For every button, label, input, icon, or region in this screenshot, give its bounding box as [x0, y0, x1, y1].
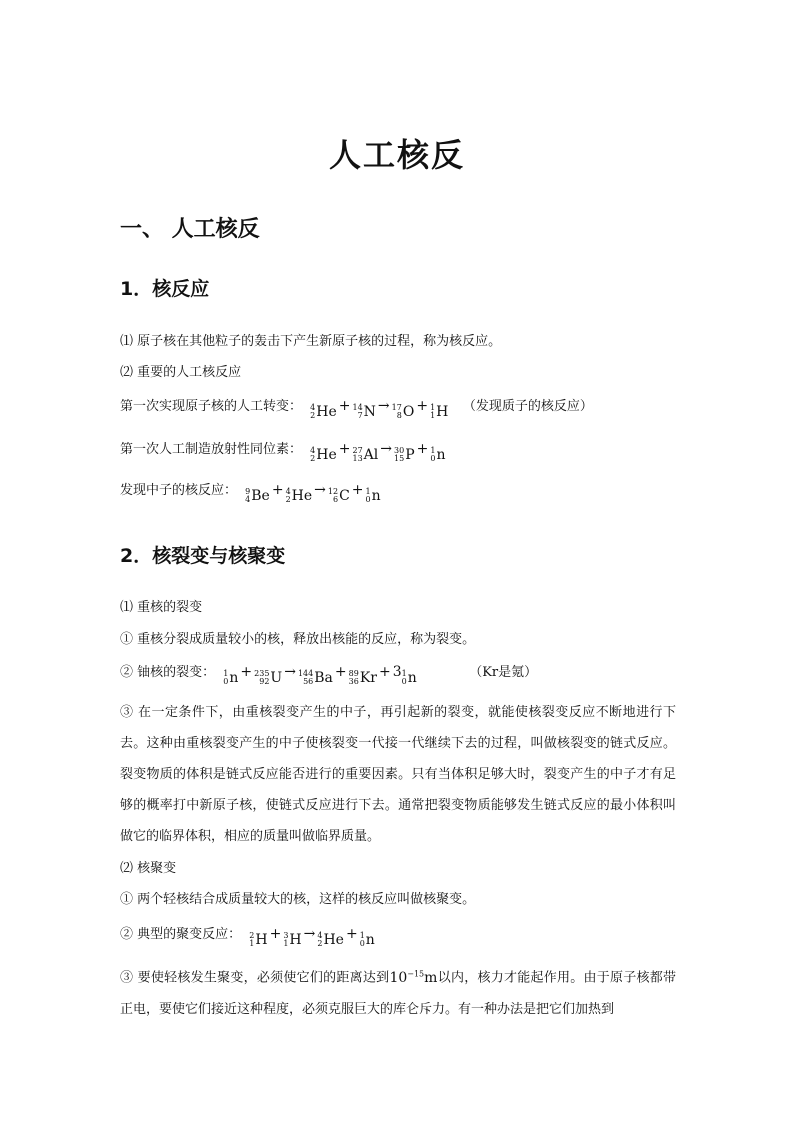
- nuclide: 1 0 n: [359, 931, 375, 948]
- nuclide: 4 2 He: [285, 487, 313, 504]
- nuclide: 12 6 C: [327, 487, 350, 504]
- nuclear-equation: 4 2 He + 27 13 Al → 30 15 P + 1 0 n: [310, 441, 446, 463]
- nuclear-equation: 4 2 He + 14 7 N → 17 8 O + 1 1 H: [310, 398, 449, 420]
- equation-line-uranium-fission: [120, 663, 680, 687]
- nuclide: 17 8 O: [391, 403, 415, 420]
- nuclide: 1 0 n: [365, 487, 381, 504]
- equation-label: 发现中子的核反应：: [120, 483, 238, 498]
- paragraph-chain-reaction: ③ 在一定条件下，由重核裂变产生的中子，再引起新的裂变，就能使核裂变反应不断地进行下去。这种由重核裂变产生的中子使核裂变一代接一代继续下去的过程，叫做核裂变的链式反应。裂变物质的体积是链式反应能否进行的重要因素。只有当体积足够大时，裂变产生的中子才有足够的概率打中新原子核，使链式反应进行下去。通常把裂变物质能够发生链式反应的最小体积叫做它的临界体积，相应的质量叫做临界质量。: [120, 705, 676, 844]
- nuclear-equation: 1 0 n + 235 92 U → 144 56 Ba + 89 36 Kr + 3 1 0 n: [223, 664, 417, 686]
- nuclide: 4 2 He: [310, 403, 337, 420]
- text-line: ⑴ 原子核在其他粒子的轰击下产生新原子核的过程，称为核反应。: [120, 334, 502, 349]
- nuclide: 144 56 Ba: [297, 669, 333, 686]
- equation-label: 第一次实现原子核的人工转变：: [120, 399, 303, 414]
- nuclide: 14 7 N: [352, 403, 376, 420]
- coefficient: 3: [392, 664, 402, 680]
- nuclide: 1 0 n: [223, 669, 239, 686]
- nuclide: 2 1 H: [249, 931, 268, 948]
- text-line: ⑵ 重要的人工核反应: [120, 365, 242, 380]
- text-line: ① 重核分裂成质量较小的核，释放出核能的反应，称为裂变。: [120, 632, 476, 647]
- subsection-heading-fission-fusion: 2．核裂变与核聚变: [120, 545, 286, 567]
- equation-line-neutron-discovery: [120, 481, 680, 505]
- text-line: ⑵ 核聚变: [120, 861, 177, 876]
- equation-label: ② 铀核的裂变：: [120, 665, 216, 680]
- text-line: ⑴ 重核的裂变: [120, 600, 203, 615]
- equation-label: 第一次人工制造放射性同位素：: [120, 442, 303, 457]
- equation-label: ② 典型的聚变反应：: [120, 927, 242, 942]
- nuclide: 4 2 He: [310, 446, 337, 463]
- nuclide: 89 36 Kr: [348, 669, 377, 686]
- nuclear-equation: 9 4 Be + 4 2 He → 12 6 C + 1 0 n: [245, 482, 381, 504]
- paragraph-fusion-conditions: ③ 要使轻核发生聚变，必须使它们的距离达到$10^{-15}m$以内，核力才能起作用。由于原子核都带正电，要使它们接近这种程度，必须克服巨大的库仑斥力。有一种办法是把它们加热到: [120, 969, 676, 1017]
- nuclear-equation: 2 1 H + 3 1 H → 4 2 He + 1 0 n: [249, 926, 375, 948]
- subsection-heading-nuclear-reaction: 1．核反应: [120, 278, 210, 300]
- equation-line-fusion: [120, 925, 680, 949]
- page-title: 人工核反: [328, 136, 465, 174]
- equation-note: （Kr是氪）: [469, 665, 538, 680]
- nuclide: 1 0 n: [401, 669, 417, 686]
- distance-value: $10^{-15}m$: [389, 969, 438, 986]
- equation-line-radioisotope: [120, 440, 680, 464]
- text-line: ① 两个轻核结合成质量较大的核，这样的核反应叫做核聚变。: [120, 892, 476, 907]
- equation-line-proton-discovery: [120, 397, 680, 421]
- nuclide: 1 0 n: [430, 446, 446, 463]
- nuclide: 3 1 H: [283, 931, 302, 948]
- nuclide: 27 13 Al: [352, 446, 379, 463]
- section-heading: 一、 人工核反: [120, 217, 260, 242]
- nuclide: 4 2 He: [317, 931, 344, 948]
- nuclide: 30 15 P: [394, 446, 415, 463]
- nuclide: 9 4 Be: [245, 487, 270, 504]
- equation-note: （发现质子的核反应）: [462, 399, 593, 414]
- nuclide: 235 92 U: [254, 669, 283, 686]
- nuclide: 1 1 H: [430, 403, 449, 420]
